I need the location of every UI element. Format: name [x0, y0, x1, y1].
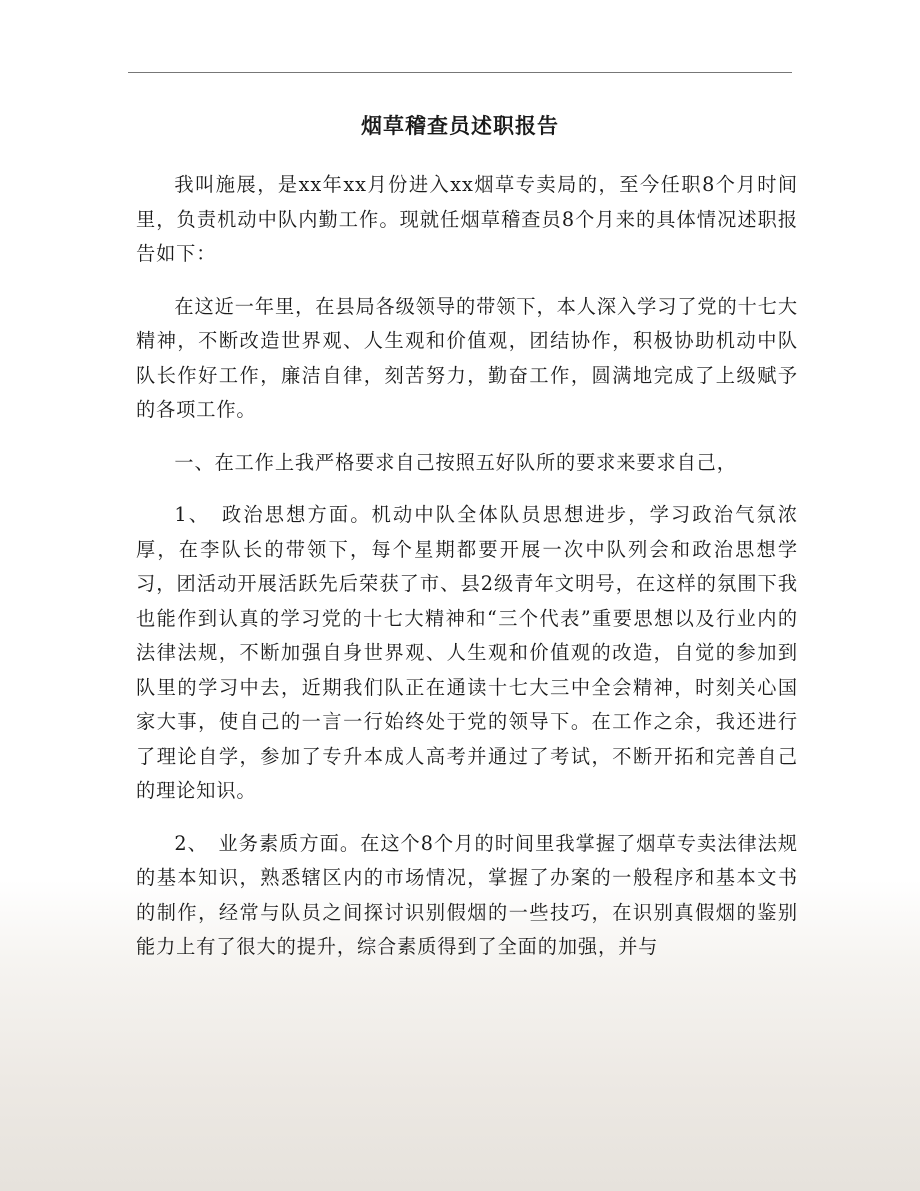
paragraph-intro: 我叫施展，是xx年xx月份进入xx烟草专卖局的，至今任职8个月时间里，负责机动中队内勤工作。现就任烟草稽查员8个月来的具体情况述职报告如下： [136, 173, 798, 265]
paragraph-business-quality: 2、 业务素质方面。在这个8个月的时间里我掌握了烟草专卖法律法规的基本知识，熟悉辖区内的市场情况，掌握了办案的一般程序和基本文书的制作，经常与队员之间探讨识别假烟的一些技巧，在识别真假烟的鉴别能力上有了很大的提升，综合素质得到了全面的加强，并与 [136, 831, 798, 958]
document-title: 烟草稽查员述职报告 [361, 113, 559, 138]
document-body [136, 168, 798, 983]
paragraph-political-thought: 1、 政治思想方面。机动中队全体队员思想进步，学习政治气氛浓厚，在李队长的带领下，每个星期都要开展一次中队列会和政治思想学习，团活动开展活跃先后荣获了市、县2级青年文明号，在这样的氛围下我也能作到认真的学习党的十七大精神和“三个代表”重要思想以及行业内的法律法规，不断加强自身世界观、人生观和价值观的改造，自觉的参加到队里的学习中去，近期我们队正在通读十七大三中全会精神，时刻关心国家大事，使自己的一言一行始终处于党的领导下。在工作之余，我还进行了理论自学，参加了专升本成人高考并通过了考试，不断开拓和完善自己的理论知识。 [136, 503, 798, 802]
header-rule [128, 72, 792, 73]
paragraph-section-heading: 一、在工作上我严格要求自己按照五好队所的要求来要求自己， [174, 450, 737, 474]
paragraph-summary: 在这近一年里，在县局各级领导的带领下，本人深入学习了党的十七大精神，不断改造世界观、人生观和价值观，团结协作，积极协助机动中队队长作好工作，廉洁自律，刻苦努力，勤奋工作，圆满地完成了上级赋予的各项工作。 [136, 294, 798, 421]
